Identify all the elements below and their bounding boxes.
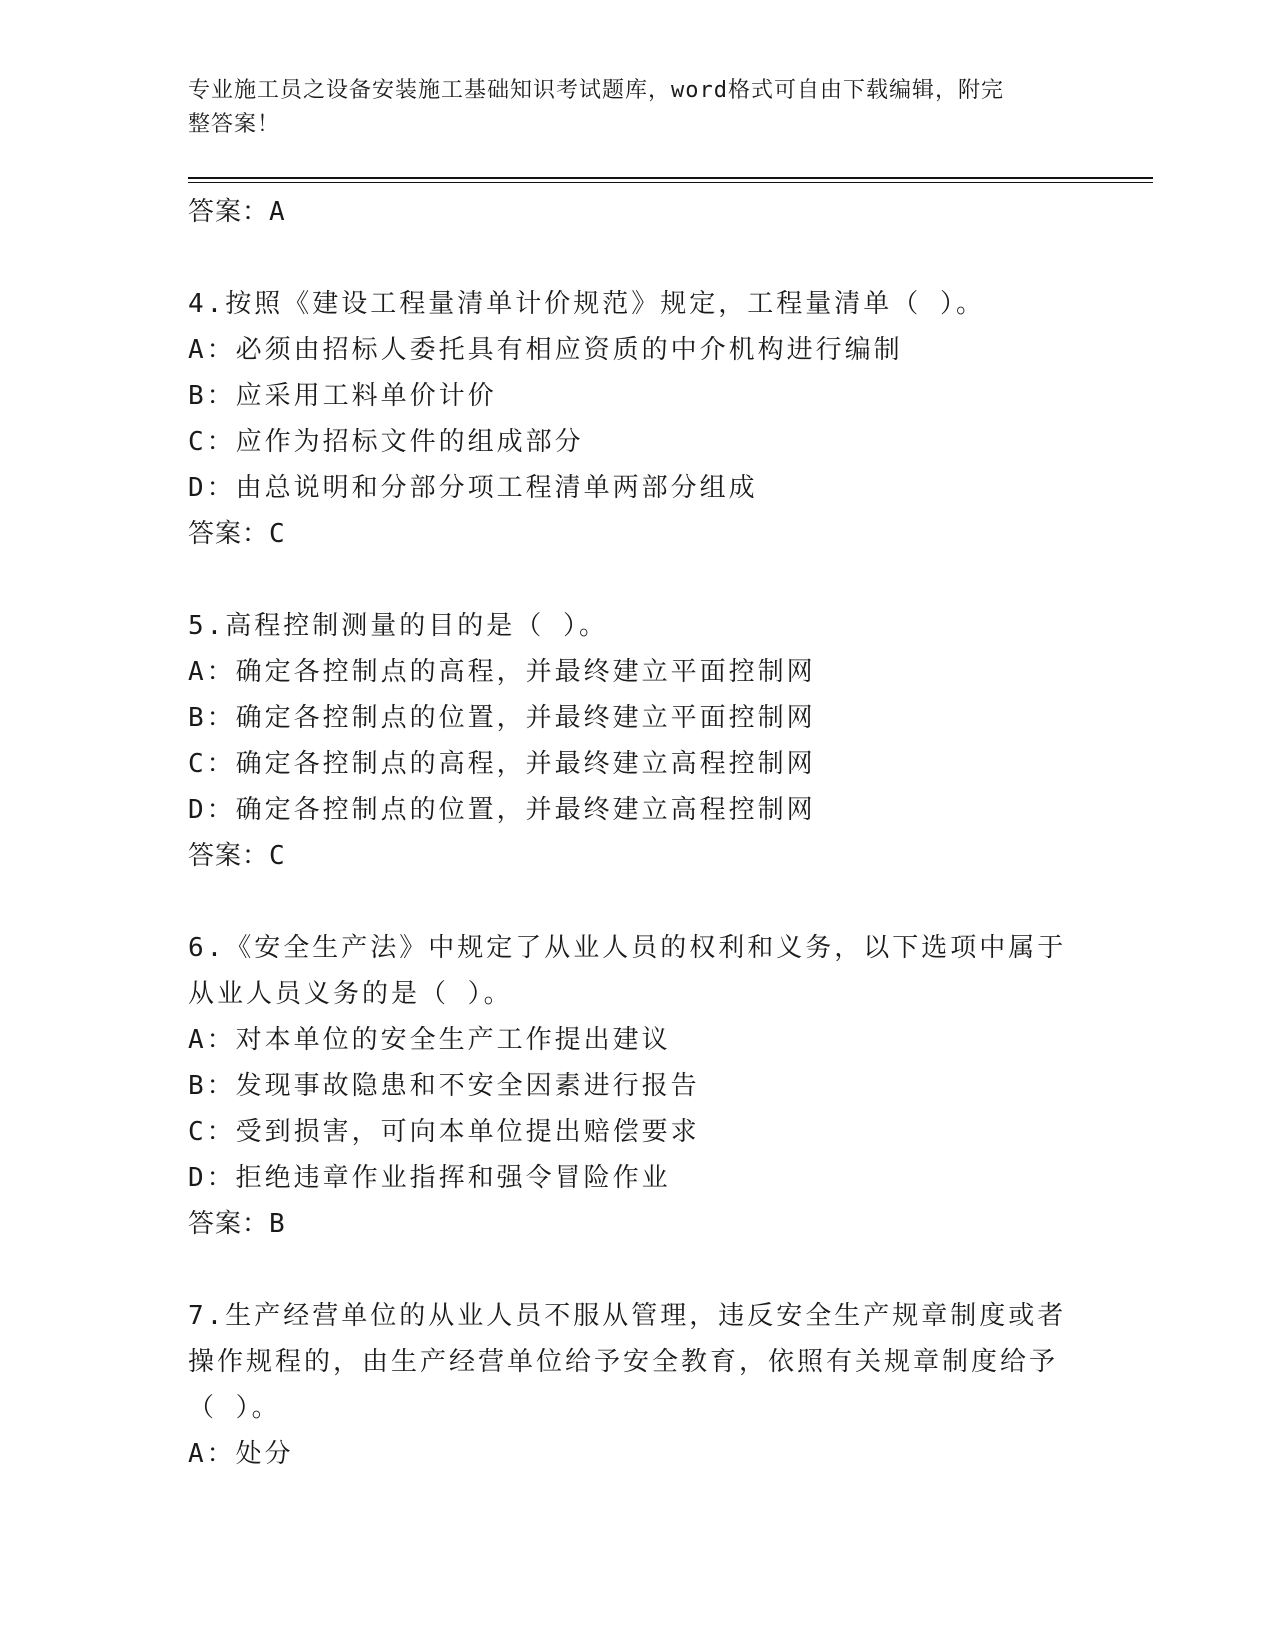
question-stem-continued: 从业人员义务的是（ ）。 xyxy=(188,979,513,1009)
question-stem-continued: 操作规程的，由生产经营单位给予安全教育，依照有关规章制度给予 xyxy=(188,1347,1059,1377)
answer-label: 答案：C xyxy=(188,841,286,871)
option-a: A：处分 xyxy=(188,1439,294,1469)
answer-label: 答案：B xyxy=(188,1209,286,1239)
header-rule-thin xyxy=(188,182,1153,183)
option-a: A：必须由招标人委托具有相应资质的中介机构进行编制 xyxy=(188,335,903,365)
option-c: C：确定各控制点的高程，并最终建立高程控制网 xyxy=(188,749,816,779)
option-b: B：发现事故隐患和不安全因素进行报告 xyxy=(188,1071,700,1101)
option-a: A：确定各控制点的高程，并最终建立平面控制网 xyxy=(188,657,816,687)
option-a: A：对本单位的安全生产工作提出建议 xyxy=(188,1025,671,1055)
question-stem: 4.按照《建设工程量清单计价规范》规定，工程量清单（ ）。 xyxy=(188,289,985,319)
spacer xyxy=(188,235,1068,281)
answer-label: 答案：C xyxy=(188,519,286,549)
header-line-1: 专业施工员之设备安装施工基础知识考试题库，word格式可自由下载编辑，附完 xyxy=(188,78,1004,103)
option-b: B：应采用工料单价计价 xyxy=(188,381,497,411)
option-d: D：由总说明和分部分项工程清单两部分组成 xyxy=(188,473,758,503)
header-line-2: 整答案！ xyxy=(188,112,281,137)
header-rule-thick xyxy=(188,177,1153,179)
option-d: D：确定各控制点的位置，并最终建立高程控制网 xyxy=(188,795,816,825)
question-content xyxy=(188,189,1068,1477)
question-stem-continued: （ ）。 xyxy=(188,1393,281,1423)
question-stem: 5.高程控制测量的目的是（ ）。 xyxy=(188,611,608,641)
answer-label: 答案：A xyxy=(188,197,286,227)
option-b: B：确定各控制点的位置，并最终建立平面控制网 xyxy=(188,703,816,733)
document-header xyxy=(188,74,1068,142)
option-c: C：应作为招标文件的组成部分 xyxy=(188,427,584,457)
spacer xyxy=(188,557,1068,603)
spacer xyxy=(188,879,1068,925)
question-stem: 7.生产经营单位的从业人员不服从管理，违反安全生产规章制度或者 xyxy=(188,1301,1067,1331)
spacer xyxy=(188,1247,1068,1293)
question-stem: 6.《安全生产法》中规定了从业人员的权利和义务，以下选项中属于 xyxy=(188,933,1067,963)
option-d: D：拒绝违章作业指挥和强令冒险作业 xyxy=(188,1163,671,1193)
option-c: C：受到损害，可向本单位提出赔偿要求 xyxy=(188,1117,700,1147)
